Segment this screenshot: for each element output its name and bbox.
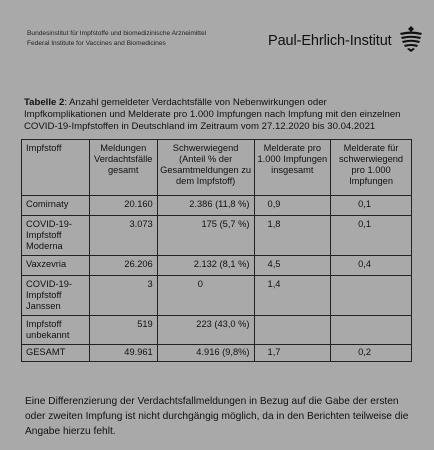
cell-serious: 0 [157,276,254,316]
table-header-row [22,140,412,196]
org-name-german: Bundesinstitut für Impfstoffe und biomedizinische Arzneimittel [27,30,207,37]
cell-rate-total: 1,7 [254,345,331,362]
org-name-english: Federal Institute for Vaccines and Biomedicines [27,40,166,47]
table-row [22,256,412,276]
table-row [22,216,412,256]
cell-rate-total: 1,8 [254,216,331,256]
header-rate-serious: Melderate für schwerwiegend pro 1.000 Impfungen [331,140,412,196]
table-row [22,316,412,345]
cell-rate-serious [331,276,412,316]
cell-vaccine: Impfstoff unbekannt [22,316,90,345]
cell-serious: 175 (5,7 %) [157,216,254,256]
cell-vaccine: COVID-19-Impfstoff Moderna [22,216,90,256]
footnote-text: Eine Differenzierung der Verdachtsfallmeldungen in Bezug auf die Gabe der ersten oder zweiten Impfung ist nicht durchgängig möglich, da in den Berichten teilweise die Angabe hierzu fehlt. [25,396,409,437]
header-reports-total: Meldungen Verdachtsfälle gesamt [89,140,157,196]
header-vaccine: Impfstoff [22,140,90,196]
cell-rate-total: 0,9 [254,196,331,216]
table-row [22,196,412,216]
table-row-total [22,345,412,362]
cell-rate-serious: 0,4 [331,256,412,276]
cell-vaccine: GESAMT [22,345,90,362]
cell-rate-serious: 0,2 [331,345,412,362]
adverse-events-table [21,139,412,362]
cell-vaccine: COVID-19-Impfstoff Janssen [22,276,90,316]
table-caption [24,97,412,133]
cell-rate-serious [331,316,412,345]
cell-serious: 2.132 (8,1 %) [157,256,254,276]
brand-name: Paul-Ehrlich-Institut [268,33,392,49]
cell-reports-total: 3 [89,276,157,316]
cell-rate-total: 1,4 [254,276,331,316]
pei-eagle-logo-icon [396,24,426,54]
table-row [22,276,412,316]
table-caption-label: Tabelle 2 [24,97,65,108]
cell-reports-total: 3.073 [89,216,157,256]
cell-reports-total: 26.206 [89,256,157,276]
header-serious: Schwerwiegend (Anteil % der Gesamtmeldungen zu dem Impfstoff) [157,140,254,196]
cell-serious: 4.916 (9,8%) [157,345,254,362]
header-rate-total: Melderate pro 1.000 Impfungen insgesamt [254,140,331,196]
cell-serious: 223 (43,0 %) [157,316,254,345]
cell-reports-total: 20.160 [89,196,157,216]
cell-vaccine: Vaxzevria [22,256,90,276]
document-header [0,0,434,68]
cell-reports-total: 49.961 [89,345,157,362]
table-caption-text: : Anzahl gemeldeter Verdachtsfälle von Nebenwirkungen oder Impfkomplikationen und Melderate pro 1.000 Impfungen nach Impfung mit den einzelnen COVID-19-Impfstoffen in Deutschland im Zeitraum vom 27.12.2020 bis 30.04.2021 [24,97,401,132]
cell-vaccine: Comirnaty [22,196,90,216]
cell-serious: 2.386 (11,8 %) [157,196,254,216]
cell-reports-total: 519 [89,316,157,345]
cell-rate-serious: 0,1 [331,216,412,256]
cell-rate-total [254,316,331,345]
cell-rate-total: 4,5 [254,256,331,276]
cell-rate-serious: 0,1 [331,196,412,216]
